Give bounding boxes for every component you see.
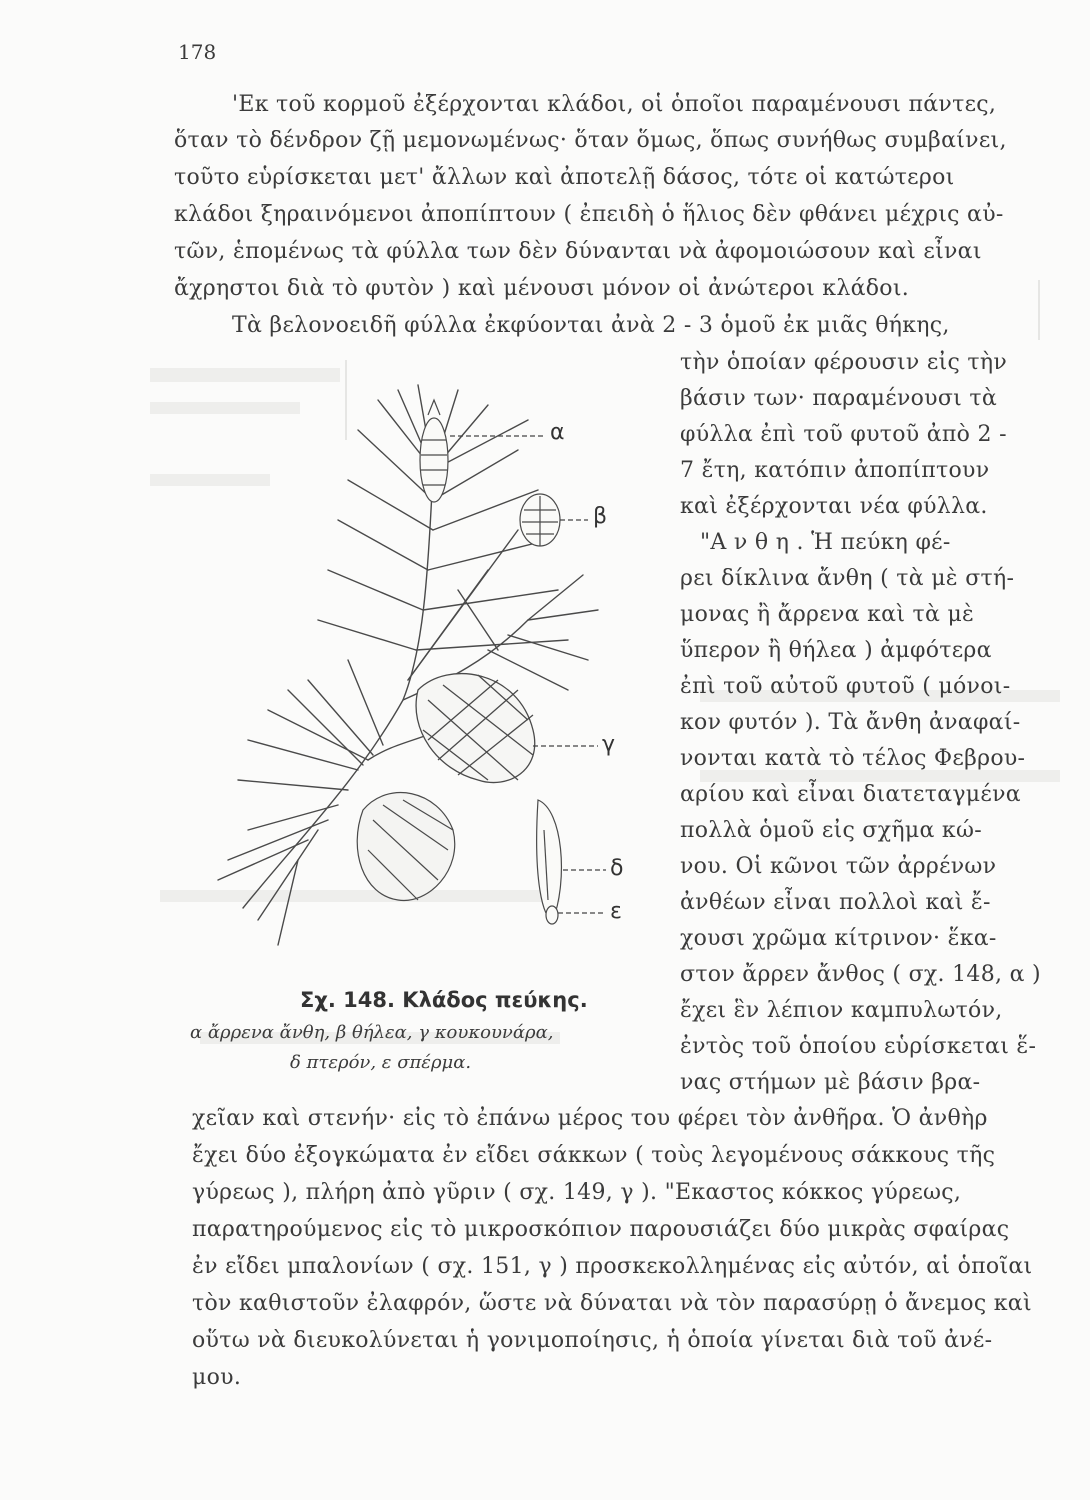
text-line: ἐν εἴδει μπαλονίων ( σχ. 151, γ ) προσκεκολλημένας εἰς αὐτόν, αἱ ὁποῖαι [192,1254,1033,1279]
figure-label-gamma: γ [602,732,616,757]
pine-branch-figure [188,360,678,960]
text-line: αρίου καὶ εἶναι διατεταγμένα [680,782,1021,807]
text-line: τὴν ὁποίαν φέρουσιν εἰς τὴν [680,350,1008,375]
figure-label-alpha: α [550,420,565,445]
text-line: ἔχει δύο ἐξογκώματα ἐν εἴδει σάκκων ( τοὺς λεγομένους σάκκους τῆς [192,1143,996,1168]
text-line: νονται κατὰ τὸ τέλος Φεβρου- [680,746,1026,771]
text-line: ἀνθέων εἶναι πολλοὶ καὶ ἔ- [680,890,991,915]
figure-label-delta: δ [610,856,624,881]
text-line: ἄχρηστοι διὰ τὸ φυτὸν ) καὶ μένουσι μόνον οἱ ἀνώτεροι κλάδοι. [174,276,910,301]
page-number: 178 [178,40,217,64]
text-line: ἐπὶ τοῦ αὐτοῦ φυτοῦ ( μόνοι- [680,674,1011,699]
text-line: 7 ἔτη, κατόπιν ἀποπίπτουν [680,458,990,483]
text-line: 'Εκ τοῦ κορμοῦ ἐξέρχονται κλάδοι, οἱ ὁποῖοι παραμένουσι πάντες, [232,92,997,117]
text-line: πολλὰ ὁμοῦ εἰς σχῆμα κώ- [680,818,982,843]
text-line: μονας ἢ ἄρρενα καὶ τὰ μὲ [680,602,975,627]
figure-caption-line: α ἄρρενα ἄνθη, β θήλεα, γ κουκουνάρα, [190,1022,554,1043]
text-line: τὸν καθιστοῦν ἐλαφρόν, ὥστε νὰ δύναται νὰ τὸν παρασύρῃ ὁ ἄνεμος καὶ [192,1291,1032,1316]
text-line: κλάδοι ξηραινόμενοι ἀποπίπτουν ( ἐπειδὴ ὁ ἥλιος δὲν φθάνει μέχρις αὐ- [174,202,1004,227]
text-line: νας στήμων μὲ βάσιν βρα- [680,1070,981,1095]
text-line: βάσιν των· παραμένουσι τὰ [680,386,998,411]
text-line: τοῦτο εὑρίσκεται μετ' ἄλλων καὶ ἀποτελῇ δάσος, τότε οἱ κατώτεροι [174,165,955,190]
text-line: Τὰ βελονοειδῆ φύλλα ἐκφύονται ἀνὰ 2 - 3 ὁμοῦ ἐκ μιᾶς θήκης, [232,313,950,338]
text-line: κον φυτόν ). Τὰ ἄνθη ἀναφαί- [680,710,1021,735]
text-line: νου. Οἱ κῶνοι τῶν ἀρρένων [680,854,997,879]
figure-caption-line: δ πτερόν, ε σπέρμα. [290,1052,472,1073]
text-line: καὶ ἐξέρχονται νέα φύλλα. [680,494,988,519]
text-line: ἔχει ἓν λέπιον καμπυλωτόν, [680,998,1003,1023]
bleed-through-rule [1038,280,1040,340]
figure-label-epsilon: ε [610,899,622,924]
figure-caption-title: Σχ. 148. Κλάδος πεύκης. [300,988,588,1012]
text-line: παρατηρούμενος εἰς τὸ μικροσκόπιον παρουσιάζει δύο μικρὰς σφαίρας [192,1217,1010,1242]
text-line: χεῖαν καὶ στενήν· εἰς τὸ ἐπάνω μέρος του φέρει τὸν ἀνθῆρα. Ὁ ἀνθὴρ [192,1106,988,1131]
text-line: γύρεως ), πλήρη ἀπὸ γῦριν ( σχ. 149, γ ). "Εκαστος κόκκος γύρεως, [192,1180,962,1205]
text-line: χουσι χρῶμα κίτρινον· ἕκα- [680,926,997,951]
text-line: οὕτω νὰ διευκολύνεται ἡ γονιμοποίησις, ἡ ὁποία γίνεται διὰ τοῦ ἀνέ- [192,1328,993,1353]
text-line: ὅταν τὸ δένδρον ζῇ μεμονωμένως· ὅταν ὅμως, ὅπως συνήθως συμβαίνει, [174,128,1007,153]
pine-branch-illustration [188,360,678,960]
text-line: ὕπερον ἢ θήλεα ) ἀμφότερα [680,638,992,663]
figure-label-beta: β [593,504,608,529]
text-line: ρει δίκλινα ἄνθη ( τὰ μὲ στή- [680,566,1015,591]
text-line: φύλλα ἐπὶ τοῦ φυτοῦ ἀπὸ 2 - [680,422,1007,447]
text-line: στον ἄρρεν ἄνθος ( σχ. 148, α ) [680,962,1041,987]
bleed-through-line [700,770,1060,782]
text-line: τῶν, ἑπομένως τὰ φύλλα των δὲν δύνανται νὰ ἀφομοιώσουν καὶ εἶναι [174,239,982,264]
text-line: "Α ν θ η . Ἡ πεύκη φέ- [700,530,951,555]
text-line: μου. [192,1365,242,1390]
text-line: ἐντὸς τοῦ ὁποίου εὑρίσκεται ἕ- [680,1034,1037,1059]
